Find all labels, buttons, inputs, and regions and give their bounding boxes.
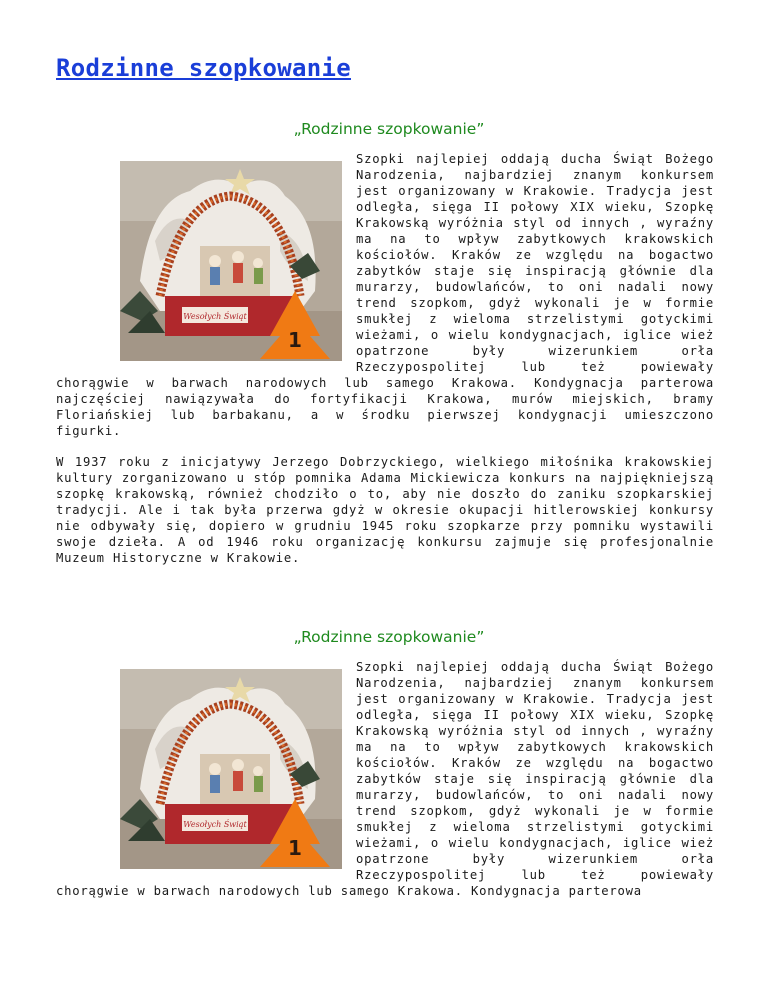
section-paragraph-2: W 1937 roku z inicjatywy Jerzego Dobrzyckiego, wielkiego miłośnika krakowskiej kultury zorganizowano u stóp pomnika Adama Mickiewicza konkurs na najpiękniejszą szopkę krakowską, również chodziło o to, aby nie doszło do zaniku szopkarskiej tradycji. Ale i tak była przerwa gdyż w okresie okupacji hitlerowskiej konkursy nie odbywały się, dopiero w grudniu 1945 roku szopkarze przy pomniku wystawili swoje dzieła. A od 1946 roku organizację konkursu zajmuje się profesjonalnie Muzeum Historyczne w Krakowie. xyxy=(56,455,714,565)
section-heading: „Rodzinne szopkowanie” xyxy=(293,628,485,646)
section-paragraph-1: Szopki najlepiej oddają ducha Świąt Bożego Narodzenia, najbardziej znanym konkursem jest organizowany w Krakowie. Tradycja jest odległa, sięga II połowy XIX wieku, Szopkę Krakowską wyróżnia styl od innych , wyraźny ma na to wpływ zabytkowych krakowskich kościołów. Kraków ze względu na bogactwo zabytków staje się inspiracją głównie dla murarzy, budowlańców, to oni nadali nowy trend szopkom, gdyż wykonali je w formie smukłej z wieloma strzelistymi gotyckimi wieżami, o wielu kondygnacjach, iglice wież opatrzone były wizerunkiem orła Rzeczypospolitej lub też powiewały chorągwie w barwach narodowych lub samego Krakowa. Kondygnacja parterowa xyxy=(56,660,714,898)
page-title-link[interactable]: Rodzinne szopkowanie xyxy=(56,54,351,82)
section-heading: „Rodzinne szopkowanie” xyxy=(293,120,485,138)
photo-label: Wesołych Świąt xyxy=(183,820,247,829)
section-paragraph-1: Szopki najlepiej oddają ducha Świąt Bożego Narodzenia, najbardziej znanym konkursem jest organizowany w Krakowie. Tradycja jest odległa, sięga II połowy XIX wieku, Szopkę Krakowską wyróżnia styl od innych , wyraźny ma na to wpływ zabytkowych krakowskich kościołów. Kraków ze względu na bogactwo zabytków staje się inspiracją głównie dla murarzy, budowlańców, to oni nadali nowy trend szopkom, gdyż wykonali je w formie smukłej z wieloma strzelistymi gotyckimi wieżami, o wielu kondygnacjach, iglice wież opatrzone były wizerunkiem orła Rzeczypospolitej lub też powiewały chorągwie w barwach narodowych lub samego Krakowa. Kondygnacja parterowa najczęściej nawiązywała do fortyfikacji Krakowa, murów miejskich, bramy Floriańskiej lub barbakanu, a w środku pierwszej kondygnacji umieszczono figurki. xyxy=(56,152,714,438)
nativity-photo xyxy=(120,669,342,869)
article-section-1 xyxy=(56,120,714,566)
photo-label: Wesołych Świąt xyxy=(183,312,247,321)
article-section-2 xyxy=(56,628,714,899)
nativity-photo xyxy=(120,161,342,361)
photo-number: 1 xyxy=(288,328,302,352)
photo-number: 1 xyxy=(288,836,302,860)
